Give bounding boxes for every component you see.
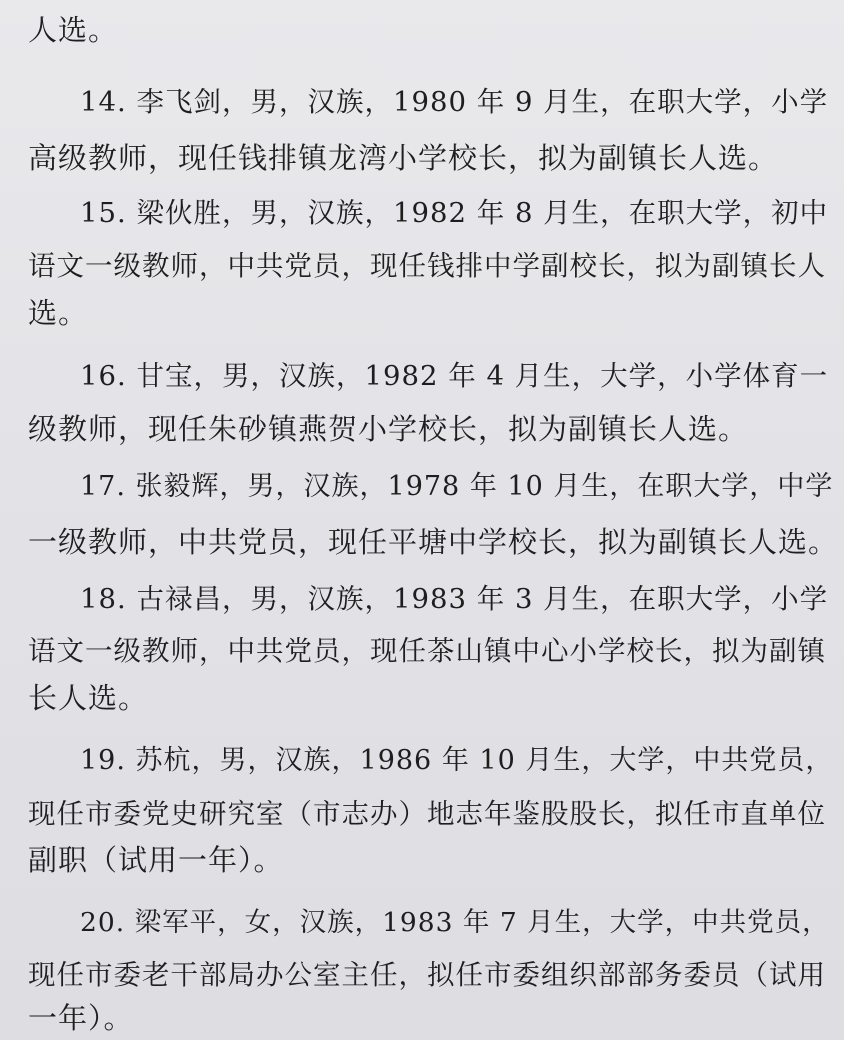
text-line: 长人选。 (28, 681, 149, 715)
text-line: 15. 梁伙胜，男，汉族，1982 年 8 月生，在职大学，初中 (80, 197, 829, 229)
text-line: 副职（试用一年）。 (28, 843, 284, 877)
text-line: 现任市委老干部局办公室主任，拟任市委组织部部务委员（试用 (28, 959, 826, 991)
text-line: 选。 (28, 296, 89, 330)
text-line: 17. 张毅辉，男，汉族，1978 年 10 月生，在职大学，中学 (80, 471, 834, 502)
text-line: 一年）。 (28, 1001, 134, 1035)
text-line: 现任市委党史研究室（市志办）地志年鉴股股长，拟任市直单位 (28, 798, 826, 830)
text-line: 19. 苏杭，男，汉族，1986 年 10 月生，大学，中共党员， (80, 745, 834, 776)
text-line: 级教师，现任朱砂镇燕贺小学校长，拟为副镇长人选。 (28, 412, 749, 446)
text-line: 人选。 (28, 13, 119, 47)
text-line: 18. 古禄昌，男，汉族，1983 年 3 月生，在职大学，小学 (80, 583, 829, 615)
text-line: 16. 甘宝，男，汉族，1982 年 4 月生，大学，小学体育一 (80, 360, 829, 392)
text-line: 语文一级教师，中共党员，现任茶山镇中心小学校长，拟为副镇 (28, 635, 826, 667)
text-line: 20. 梁军平，女，汉族，1983 年 7 月生，大学，中共党员， (80, 907, 830, 938)
text-line: 14. 李飞剑，男，汉族，1980 年 9 月生，在职大学，小学 (80, 86, 829, 118)
text-line: 一级教师，中共党员，现任平塘中学校长，拟为副镇长人选。 (28, 525, 839, 559)
text-line: 语文一级教师，中共党员，现任钱排中学副校长，拟为副镇长人 (28, 250, 826, 282)
text-line: 高级教师，现任钱排镇龙湾小学校长，拟为副镇长人选。 (28, 141, 779, 175)
